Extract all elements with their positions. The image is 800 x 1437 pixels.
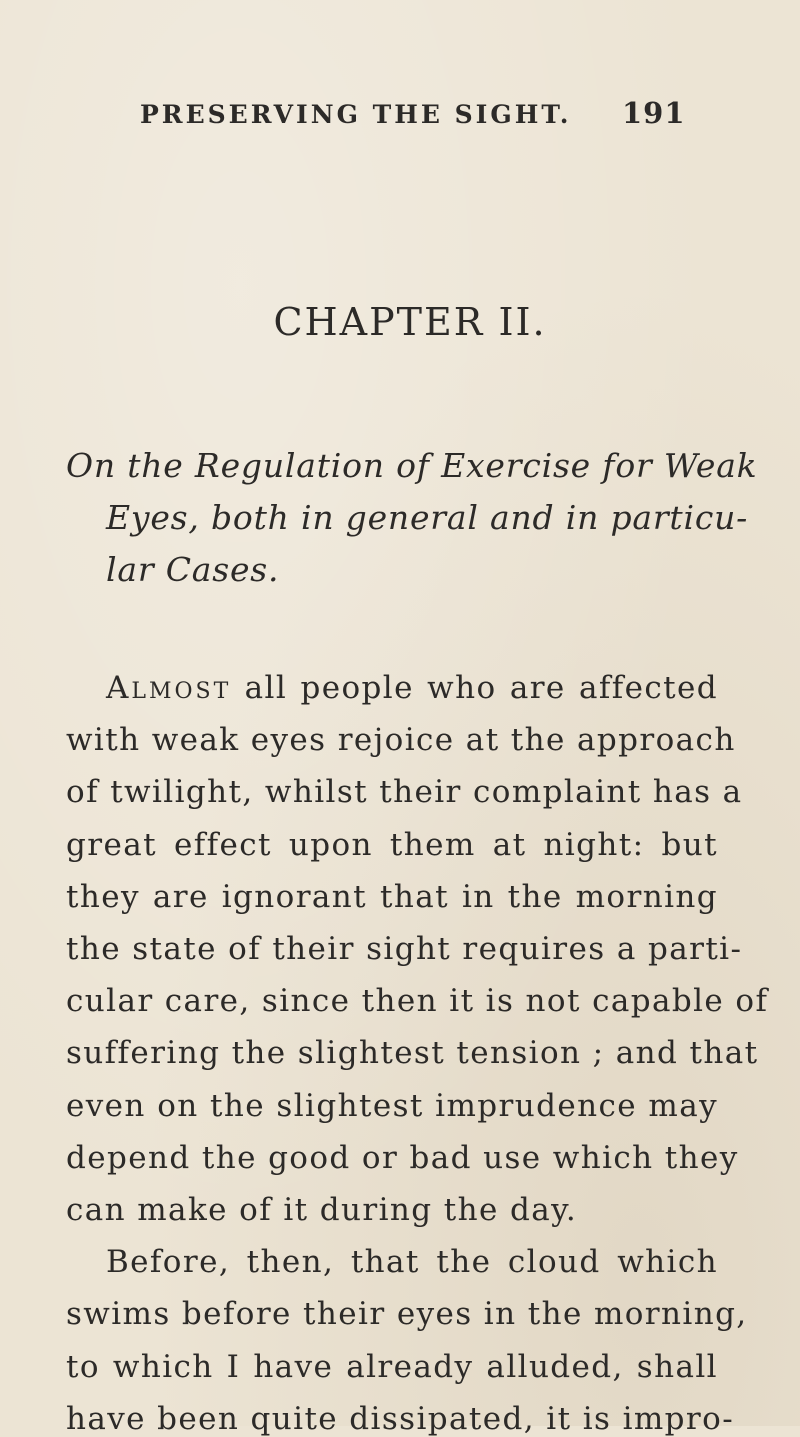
- body-line: depend the good or bad use which they: [66, 1140, 739, 1176]
- body-line: even on the slightest imprudence may: [66, 1088, 718, 1124]
- body-line: of twilight, whilst their complaint has a: [66, 774, 743, 810]
- body-line: swims before their eyes in the morning,: [66, 1296, 748, 1332]
- body-line: they are ignorant that in the morning: [66, 879, 718, 915]
- body-line: can make of it during the day.: [66, 1192, 578, 1228]
- page-number: 191: [622, 96, 686, 130]
- body-line: suffering the slightest tension ; and that: [66, 1035, 759, 1071]
- summary-line: Eyes, both in general and in particu-: [106, 498, 749, 537]
- body-line: Before, then, that the cloud which: [106, 1244, 718, 1280]
- summary-line: On the Regulation of Exercise for Weak: [66, 446, 758, 485]
- body-line: with weak eyes rejoice at the approach: [66, 722, 736, 758]
- summary-line: lar Cases.: [106, 550, 280, 589]
- body-line: great effect upon them at night: but: [66, 827, 718, 863]
- body-line: the state of their sight requires a parti-: [66, 931, 743, 967]
- body-line: have been quite dissipated, it is impro-: [66, 1401, 735, 1437]
- body-line: to which I have already alluded, shall: [66, 1349, 718, 1385]
- body-line: cular care, since then it is not capable of: [66, 983, 769, 1019]
- drop-word: Almost: [106, 670, 232, 706]
- body-line: all people who are affected: [231, 670, 718, 706]
- chapter-heading: CHAPTER II.: [273, 300, 547, 344]
- body-line-first: [106, 670, 718, 706]
- running-title: PRESERVING THE SIGHT.: [140, 100, 572, 129]
